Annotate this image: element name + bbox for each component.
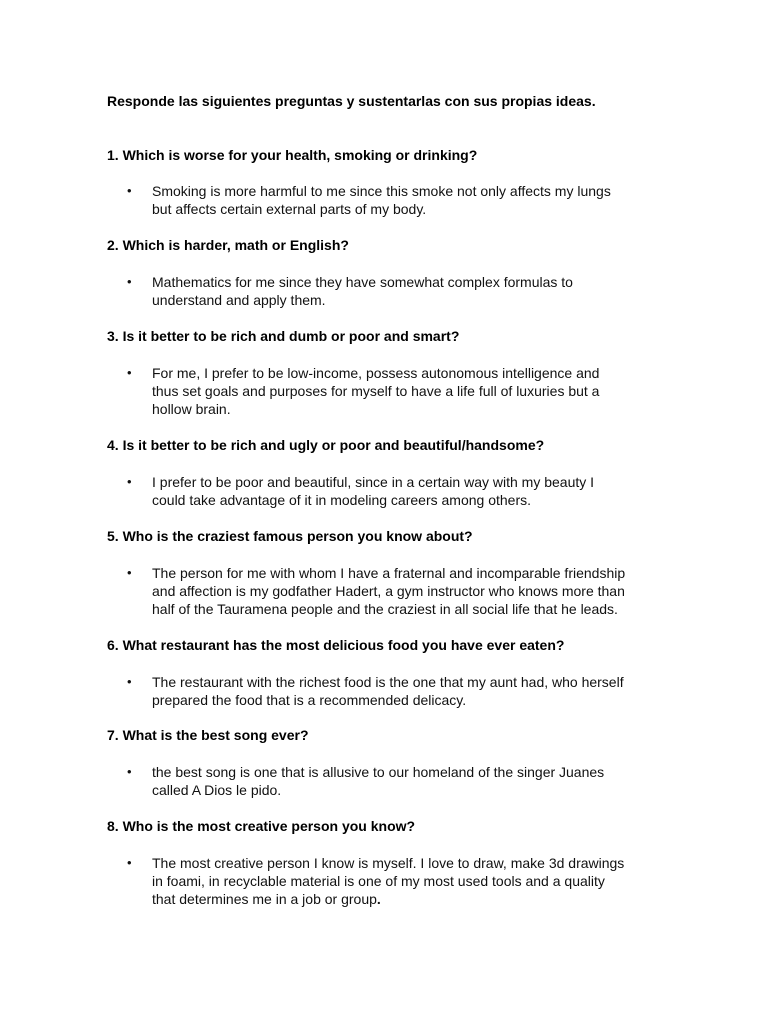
answer-7-text: the best song is one that is allusive to our homeland of the singer Juanes called A Dios le pido. — [152, 764, 605, 798]
answer-5-text: The person for me with whom I have a fraternal and incomparable friendship and affection is my godfather Hadert, a gym instructor who knows more than half of the Tauramena people and the craziest in all social life that he leads. — [152, 565, 626, 617]
bullet-icon: • — [127, 855, 132, 870]
answer-8-body: The most creative person I know is myself. I love to draw, make 3d drawings in foami, in recyclable material is one of my most used tools and a quality that determines me in a job or group — [152, 855, 625, 907]
question-6: 6. What restaurant has the most delicious food you have ever eaten? — [107, 637, 565, 653]
bullet-icon: • — [127, 274, 132, 289]
answer-6-text: The restaurant with the richest food is the one that my aunt had, who herself prepared the food that is a recommended delicacy. — [152, 674, 624, 708]
bullet-icon: • — [127, 474, 132, 489]
question-1: 1. Which is worse for your health, smoking or drinking? — [107, 147, 478, 163]
instructions-heading: Responde las siguientes preguntas y sustentarlas con sus propias ideas. — [107, 93, 596, 109]
question-2: 2. Which is harder, math or English? — [107, 237, 349, 253]
question-3: 3. Is it better to be rich and dumb or poor and smart? — [107, 328, 460, 344]
answer-3-text: For me, I prefer to be low-income, possess autonomous intelligence and thus set goals and purposes for myself to have a life full of luxuries but a hollow brain. — [152, 365, 600, 417]
bullet-icon: • — [127, 764, 132, 779]
bullet-icon: • — [127, 674, 132, 689]
answer-1-text: Smoking is more harmful to me since this smoke not only affects my lungs but affects certain external parts of my body. — [152, 183, 611, 217]
question-5: 5. Who is the craziest famous person you know about? — [107, 528, 473, 544]
answer-8-end-period: . — [376, 891, 381, 907]
answer-4-text: I prefer to be poor and beautiful, since in a certain way with my beauty I could take advantage of it in modeling careers among others. — [152, 474, 595, 508]
question-7: 7. What is the best song ever? — [107, 727, 309, 743]
answer-8-text — [152, 854, 667, 908]
bullet-icon: • — [127, 565, 132, 580]
answer-2-text: Mathematics for me since they have somewhat complex formulas to understand and apply them. — [152, 274, 573, 308]
question-8: 8. Who is the most creative person you know? — [107, 818, 416, 834]
bullet-icon: • — [127, 365, 132, 380]
question-4: 4. Is it better to be rich and ugly or poor and beautiful/handsome? — [107, 437, 545, 453]
bullet-icon: • — [127, 183, 132, 198]
